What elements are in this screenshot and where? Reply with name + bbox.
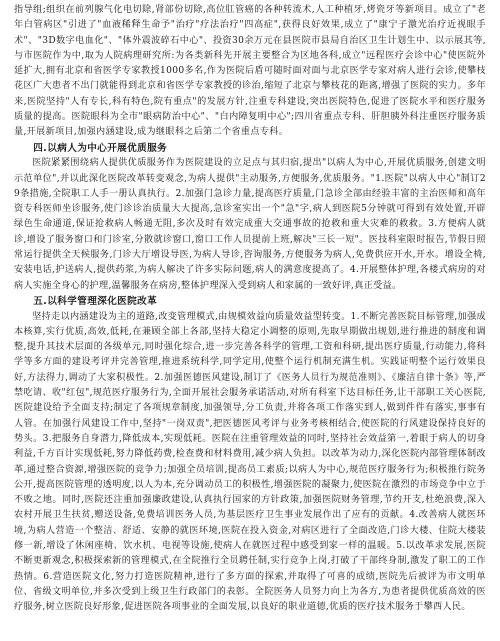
paragraph-management-reform: 坚持走以内涵建设为主的道路,改变管理模式,由规模效益向质量效益型转变。1.不断完善医院目标管理,加强成本核算,实行优质,高效,低耗,在兼顾全部上各部,坚持大稳定小调整的原则,先取早期做出规划,进行推进的制度和调整,提升其技术层面的各级单元,同时强化综合,进一步完善各科学的管理,工资和科研,提出医疗质量,行动能力,将科学等多方面的建设考评并完善管理,推进系统科学,同学定用,使整个运行机制充满生机。实践证明整个运行效果良好,方法得力,调动了大家积极性。2.加强医德医风建设,制订了《医务人员行为规范准则》、《廉洁自律十条》等,严禁吃请、收"红包",规范医疗服务行为,全面开展社会服务承诺活动,对所有科室下达目标任务,让干部职工关心医院,医院建设给予全面支持;制定了各项规章制度,加强领导,分工负责,并将各项工作落实到人,做到件件有落实,事事有人管。在加强行风建设工作中,坚持"一岗双责",把医德医风考评与业务考核相结合,使医院的行风建设保持良好的势头。3.把服务自身潜力,降低成本,实现低耗。医院在注重管理效益的同时,坚持社会效益第一,着眼于病人的切身利益,千方百计实现低耗,努力降低药费,检查费和材料费用,减少病人负担。以改革为动力,深化医院内部管理体制改革,通过整合资源,增强医院的竞争力;加强全员培训,提高员工素质;以病人为中心,规范医疗服务行为;积极推行院务公开,提高医院管理的透明度,以人为本,充分调动员工的积极性,增强医院的凝聚力,使医院在激烈的市场竞争中立于不败之地。同时,医院还注重加强廉政建设,认真执行国家的方针政策,加强医院财务管理,节约开支,杜绝浪费,深入农村开展卫生扶贫,赠送设备,免费培训医务人员,为基层医疗卫生事业发展作出了应有的贡献。4.改善病人就医环境,为病人营造一个整洁、舒适、安静的就医环境,医院在投入资金,对病区进行了全面改造,门诊大楼、住院大楼装修一新,增设了休闲座椅、饮水机、电视等设施,使病人在就医过程中感受到家一样的温暖。5.以改革求发展,医院不断更新观念,积极探索新的管理模式,在全院推行全员聘任制,实行竞争上岗,打破了干部终身制,激发了职工的工作热情。6.营造医院文化,努力打造医院精神,进行了多方面的探索,并取得了可喜的成绩,医院先后被评为市文明单位、省级文明单位,并多次受到上级卫生行政部门的表彰。全院医务人员努力向上为各方,为患者提供优质高效的医疗服务,树立医院良好形象,促进医院各项事业的全面发展,以良好的职业道德,优质的医疗技术服务于攀西人民。: [14, 311, 486, 613]
paragraph-specialties: 指导组;组织在前列腺气化电切除,肾部份切除,高位肛管癌的各种转流术,人工种植牙,烤瓷牙等新项目。成立了"老年白管病区"引进了"血液稀释生命予"治疗"疗法治疗"四高症",获得良好效果,成立了"康宁子激光治疗近视眼手术"、"3D数字电血化"、"体外震波碎石中心"、投资30余万元在县医院市县局自治区卫生计划生中、以示展其等,与市医院作为中,取为人院病理研究所:为各类新科先开展主要整合为区地各科,成立"远程医疗会诊中心"使医院外延扩大,拥有北京和省医学专家教授1000多名,作为医院后盾可随时面对面与北京医学专家对病人进行会诊,使攀枝花区广大患者不出门就能得到北京和省医学专家教授的诊治,缩短了北京与攀枝花的距离,增强了医院的实力。多年来,医院坚持"人有专长,科有特色,院有重点"的发展方针,注重专科建设,突出医院特色,促进了医院水平和医疗服务质量的提高。医院眼科为全市"眼病防治中心"、"白内障复明中心";四川省重点专科、肝胆胰外科注重医疗服务质量,开展新项目,加强内涵建设,成为继眼科之后第二个省重点专科。: [14, 5, 486, 138]
section-heading-scientific-management: 五.以科学管理深化医院改革: [33, 295, 158, 307]
section-heading-patient-centered: 四.以病人为中心开展优质服务: [33, 142, 168, 154]
paragraph-quality-service: 医院紧紧围绕病人提供优质服务作为医院建设的立足点与其归宿,提出"以病人为中心,开展优质服务,创建文明示范单位",并以此深化医院改革转变观念,为病人提供"主动服务,方便服务,优质服务。"1.医院"以病人中心"制订29条措施,全院职工人手一册认真执行。2.加强门急诊力量,提高医疗质量,门急诊全部由经验丰富的主治医师和高年资专科医师坐诊服务,使门诊诊治质量大大提高,急诊室实出一个"急"字,病人到医院5分钟就可得到有效处置,开辟绿色生命通道,保证抢救病人畅通无阻,多次及时有效完成重大交通事故的抢救和重大灾难的救救。3.方便病人就诊,增设了服务窗口和门诊室,分散就诊窗口,窗口工作人员提前上班,解决"三长一短"。医技科室限时报告,节假日照常运行提供全天候服务,门诊大厅增设导医,为病人导诊,咨询服务,方便服务为病人,免费供应开水,开水。增设全椅,安装电话,护送病人,提供药浆,为病人解决了许多实际问题,病人的满意度提高了。4.开展整体护理,各楼式病房的对病人实施全身心的护理,温馨服务在病房,整体护理深入受到病人和家属的一致好评,真正受益。: [14, 158, 486, 291]
